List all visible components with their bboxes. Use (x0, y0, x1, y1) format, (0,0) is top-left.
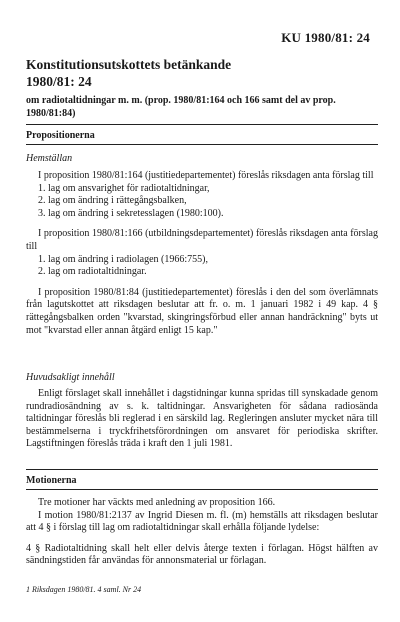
paragraph: I proposition 1980/81:164 (justitiedepartementet) föreslås riksdagen anta förslag till (38, 170, 374, 181)
list-item: 1. lag om ändring i radiolagen (1966:755), (38, 253, 208, 265)
divider (26, 489, 378, 490)
section1-body (26, 170, 378, 337)
list (26, 254, 378, 279)
paragraph: 4 § Radiotaltidning skall helt eller delvis återge texten i förlagan. Högst hälften av sändningstiden får användas för annonsmaterial ur förlagan. (26, 542, 378, 567)
document-id: KU 1980/81: 24 (281, 30, 370, 45)
subheading-hemstallan: Hemställan (26, 153, 73, 164)
list-item: 3. lag om ändring i sekretesslagen (1980:100). (38, 207, 224, 219)
list-item: 1. lag om ansvarighet för radiotaltidningar, (38, 182, 210, 194)
section-heading-motionerna: Motionerna (26, 475, 77, 486)
paragraph: I proposition 1980/81:84 (justitiedepartementet) föreslås i den del som överlämnats från lagutskottet att riksdagen beslutar att fr. o. m. 1 januari 1982 i 49 kap. 4 § rättegångsbalken orden "kvarstad, skingringsförbud eller annan handräckning" byts ut mot "kvarstad eller annan åtgärd enligt 15 kap." (26, 286, 378, 336)
section-heading-propositionerna: Propositionerna (26, 130, 95, 141)
divider (26, 124, 378, 125)
paragraph: Tre motioner har väckts med anledning av proposition 166. (38, 497, 276, 508)
report-title: Konstitutionsutskottets betänkande (26, 57, 232, 72)
footnote: 1 Riksdagen 1980/81. 4 saml. Nr 24 (26, 585, 142, 594)
paragraph: I motion 1980/81:2137 av Ingrid Diesen m. fl. (m) hemställs att riksdagen beslutar att 4 § i förslag till lag om radiotaltidningar skall erhålla följande lydelse: (26, 509, 378, 534)
list-item: 2. lag om radiotaltidningar. (38, 266, 147, 278)
list-item: 2. lag om ändring i rättegångsbalken, (38, 195, 187, 207)
paragraph: I proposition 1980/81:166 (utbildningsdepartementet) föreslås riksdagen anta förslag till (26, 228, 378, 252)
paragraph: Enligt förslaget skall innehållet i dagstidningar kunna spridas till synskadade genom rundradiosändning av s. k. taltidningar. Ansvarigheten för sådana radiosända taltidningar föreslås bli reglerad i en särskild lag. Regleringen ansluter mycket nära till bestämmelserna i tryckfrihetsförordningen om ansvaret för periodiska skrifter. Lagstiftningen föreslås träda i kraft den 1 juli 1981. (26, 388, 378, 450)
divider (26, 469, 378, 470)
divider (26, 144, 378, 145)
report-subtitle: om radiotaltidningar m. m. (prop. 1980/81:164 och 166 samt del av prop. 1980/81:84) (26, 95, 336, 119)
subheading-huvudsakligt-innehall: Huvudsakligt innehåll (26, 372, 115, 383)
list (26, 183, 378, 221)
section2-body (26, 388, 378, 451)
report-number: 1980/81: 24 (26, 74, 92, 89)
section3-body (26, 497, 378, 568)
